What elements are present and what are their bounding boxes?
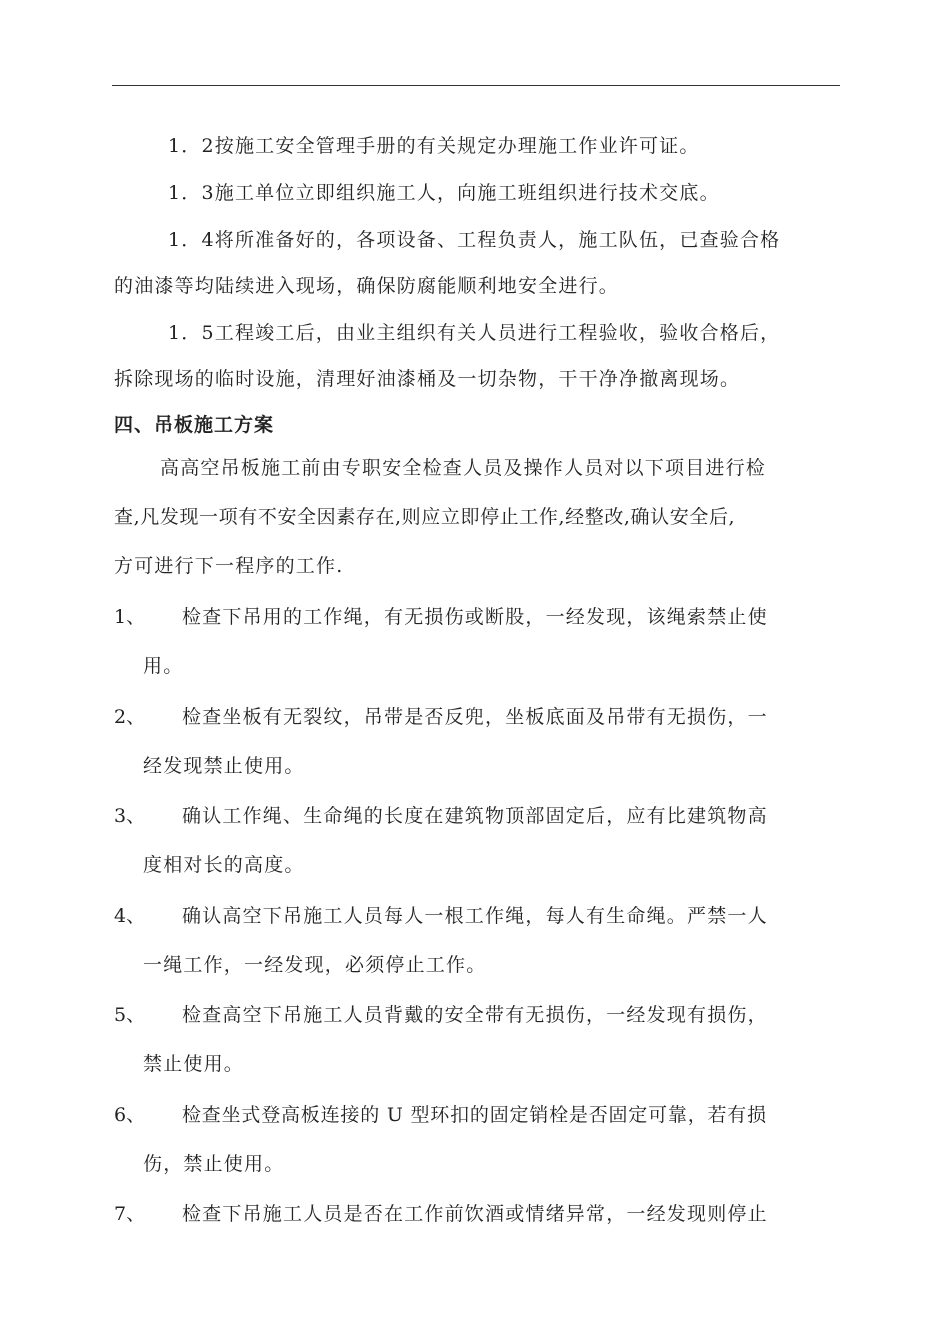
intro-line: 查,凡发现一项有不安全因素存在,则应立即停止工作,经整改,确认安全后,: [114, 506, 736, 528]
list-item-text: 检查坐板有无裂纹，吊带是否反兜，坐板底面及吊带有无损伤，一: [182, 706, 768, 728]
list-item-number: 1、: [114, 606, 146, 628]
paragraph-line: 拆除现场的临时设施，清理好油漆桶及一切杂物，干干净净撤离现场。: [114, 368, 741, 390]
list-item-continuation: 用。: [143, 655, 184, 677]
list-item-number: 7、: [114, 1203, 146, 1225]
list-item-number: 5、: [114, 1004, 146, 1026]
list-item-text: 检查高空下吊施工人员背戴的安全带有无损伤，一经发现有损伤，: [182, 1004, 768, 1026]
list-item-text: 确认工作绳、生命绳的长度在建筑物顶部固定后，应有比建筑物高: [182, 805, 768, 827]
list-item-number: 2、: [114, 706, 146, 728]
list-item-continuation: 伤，禁止使用。: [143, 1153, 285, 1175]
list-item-text: 检查下吊用的工作绳，有无损伤或断股，一经发现，该绳索禁止使: [182, 606, 768, 628]
paragraph-line: 1．2按施工安全管理手册的有关规定办理施工作业许可证。: [168, 135, 700, 157]
list-item-text: 检查下吊施工人员是否在工作前饮酒或情绪异常，一经发现则停止: [182, 1203, 768, 1225]
paragraph-line: 1．5工程竣工后，由业主组织有关人员进行工程验收，验收合格后，: [168, 322, 781, 344]
paragraph-line: 1．3施工单位立即组织施工人，向施工班组织进行技术交底。: [168, 182, 720, 204]
list-item-number: 6、: [114, 1104, 146, 1126]
list-item-text: 检查坐式登高板连接的 U 型环扣的固定销栓是否固定可靠，若有损: [182, 1104, 767, 1126]
list-item-number: 4、: [114, 905, 146, 927]
intro-line: 高高空吊板施工前由专职安全检查人员及操作人员对以下项目进行检: [160, 457, 767, 479]
paragraph-line: 的油漆等均陆续进入现场，确保防腐能顺利地安全进行。: [114, 275, 620, 297]
paragraph-line: 1．4将所准备好的，各项设备、工程负责人，施工队伍，已查验合格: [168, 229, 781, 251]
list-item-continuation: 一绳工作，一经发现，必须停止工作。: [143, 954, 487, 976]
list-item-continuation: 禁止使用。: [143, 1053, 245, 1075]
intro-line: 方可进行下一程序的工作.: [114, 555, 344, 577]
list-item-number: 3、: [114, 805, 146, 827]
list-item-continuation: 经发现禁止使用。: [143, 755, 305, 777]
section-heading: 四、吊板施工方案: [114, 414, 275, 436]
list-item-text: 确认高空下吊施工人员每人一根工作绳，每人有生命绳。严禁一人: [182, 905, 768, 927]
header-rule: [112, 85, 840, 86]
list-item-continuation: 度相对长的高度。: [143, 854, 305, 876]
